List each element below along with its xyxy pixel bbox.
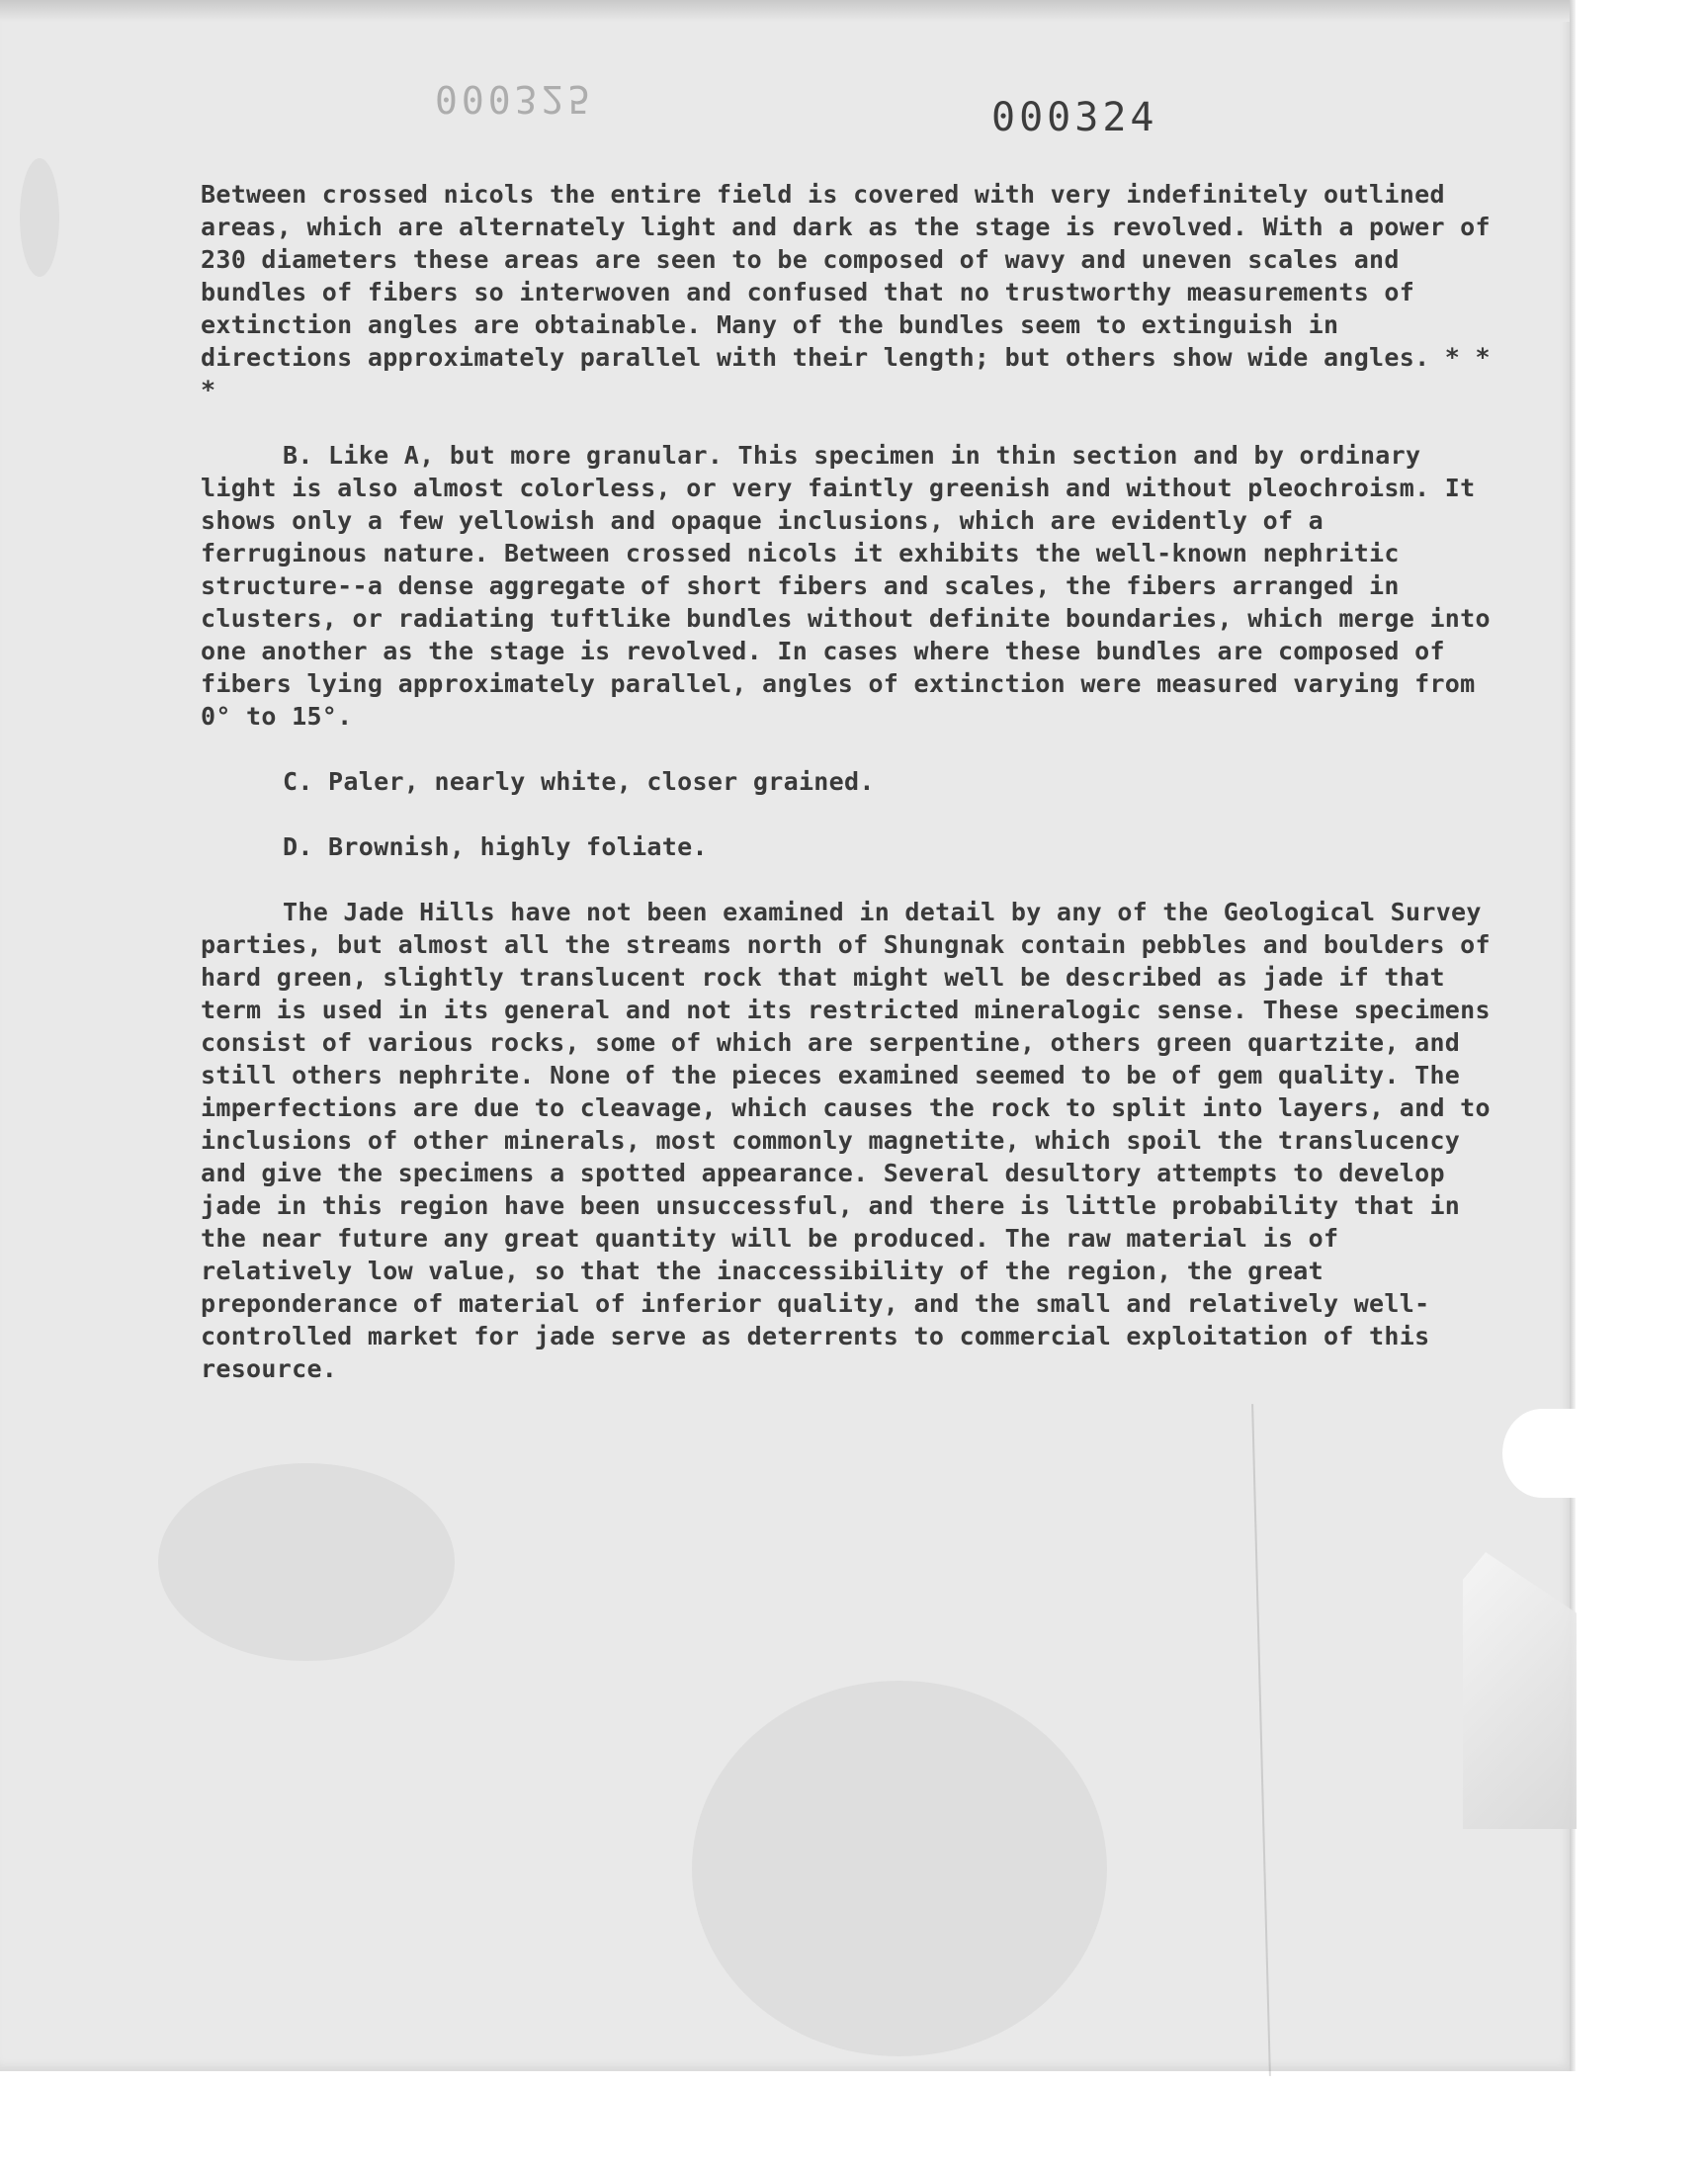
paragraph: Between crossed nicols the entire field is covered with very indefinitely outlined areas, which are alternately light and dark as the stage is revolved. With a power of 230 diameters these areas are seen to be composed of wavy and uneven scales and bundles of fibers so interwoven and confused that no trustworthy measurements of extinction angles are obtainable. Many of the bundles seem to extinguish in directions approximately parallel with their length; but others show wide angles. * * * — [201, 180, 1491, 404]
torn-edge — [1502, 1409, 1581, 1498]
folded-corner — [1463, 1552, 1577, 1829]
stain-smudge — [692, 1681, 1107, 2056]
document-body — [201, 178, 1505, 1418]
bleed-through-stamp: 000325 — [435, 77, 595, 121]
paragraph: The Jade Hills have not been examined in detail by any of the Geological Survey parties, but almost all the streams north of Shungnak contain pebbles and boulders of hard green, slightly translucent rock that might well be described as jade if that term is used in its general and not its restricted mineralogic sense. These specimens consist of various rocks, some of which are serpentine, others green quartzite, and still others nephrite. None of the pieces examined seemed to be of gem quality. The imperfections are due to cleavage, which causes the rock to split into layers, and to inclusions of other minerals, most commonly magnetite, which spoil the translucency and give the specimens a spotted appearance. Several desultory attempts to develop jade in this region have been unsuccessful, and there is little probability that in the near future any great quantity will be produced. The raw material is of relatively low value, so that the inaccessibility of the region, the great preponderance of material of inferior quality, and the small and relatively well-controlled market for jade serve as deterrents to commercial exploitation of this resource. — [201, 898, 1491, 1383]
paragraph: C. Paler, nearly white, closer grained. — [283, 767, 875, 796]
paragraph: B. Like A, but more granular. This specimen in thin section and by ordinary light is also almost colorless, or very faintly greenish and without pleochroism. It shows only a few yellowish and opaque inclusions, which are evidently of a ferruginous nature. Between crossed nicols it exhibits the well-known nephritic structure--a dense aggregate of short fibers and scales, the fibers arranged in clusters, or radiating tuftlike bundles without definite boundaries, which merge into one another as the stage is revolved. In cases where these bundles are composed of fibers lying approximately parallel, angles of extinction were measured varying from 0° to 15°. — [201, 441, 1491, 731]
margin-smudge — [20, 158, 59, 277]
page-top-edge — [0, 0, 1574, 22]
page-number-stamp: 000324 — [991, 95, 1158, 140]
stain-smudge — [158, 1463, 455, 1661]
paragraph: D. Brownish, highly foliate. — [283, 832, 708, 861]
paper-crease — [1251, 1404, 1271, 2076]
